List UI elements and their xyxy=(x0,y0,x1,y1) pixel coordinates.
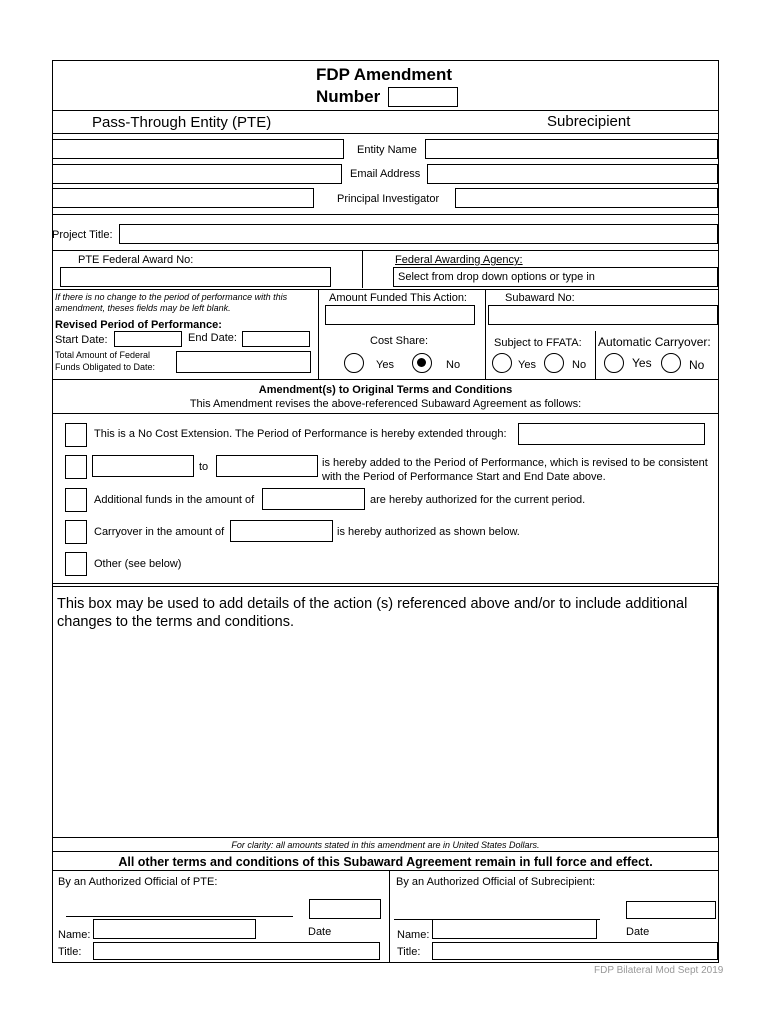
pte-name-field[interactable] xyxy=(93,919,256,939)
period-from-field[interactable] xyxy=(92,455,194,477)
pte-email-field[interactable] xyxy=(52,164,342,184)
start-date-field[interactable] xyxy=(114,331,182,347)
ffata-yes-radio[interactable] xyxy=(492,353,512,373)
to-label: to xyxy=(199,461,209,473)
divider xyxy=(389,870,390,963)
carryover-label: Automatic Carryover: xyxy=(598,335,711,349)
amount-funded-label: Amount Funded This Action: xyxy=(329,292,467,304)
divider xyxy=(52,289,719,290)
amendments-subheading: This Amendment revises the above-referenced Subaward Agreement as follows: xyxy=(189,398,582,410)
additional-funds-label: Additional funds in the amount of xyxy=(94,494,255,506)
project-title-label: Project Title: xyxy=(52,229,113,241)
nce-date-field[interactable] xyxy=(518,423,705,445)
period-to-field[interactable] xyxy=(216,455,318,477)
cost-share-label: Cost Share: xyxy=(370,335,429,347)
additional-funds-text: are hereby authorized for the current period. xyxy=(370,494,586,506)
other-checkbox[interactable] xyxy=(65,552,87,576)
divider xyxy=(52,214,719,215)
other-label: Other (see below) xyxy=(94,558,182,570)
divider xyxy=(52,379,719,380)
pte-date-label: Date xyxy=(308,926,332,938)
pte-award-field[interactable] xyxy=(60,267,331,287)
sub-date-label: Date xyxy=(626,926,650,938)
divider xyxy=(485,331,486,379)
divider xyxy=(52,110,719,111)
pte-label: Pass-Through Entity (PTE) xyxy=(92,114,272,131)
carryover-amount-field[interactable] xyxy=(230,520,333,542)
sub-email-field[interactable] xyxy=(427,164,718,184)
ffata-yes-label: Yes xyxy=(518,359,536,371)
agency-placeholder: Select from drop down options or type in xyxy=(398,271,595,283)
pte-pi-field[interactable] xyxy=(52,188,314,208)
cost-share-no-label: No xyxy=(446,359,461,371)
ffata-label: Subject to FFATA: xyxy=(494,337,582,349)
ffata-no-label: No xyxy=(572,359,587,371)
total-obligated-field[interactable] xyxy=(176,351,311,373)
signature-heading: All other terms and conditions of this Subaward Agreement remain in full force and effect. xyxy=(118,855,653,869)
revised-period-label: Revised Period of Performance: xyxy=(55,319,222,331)
nce-label: This is a No Cost Extension. The Period of Performance is hereby extended through: xyxy=(94,428,507,440)
sub-date-field[interactable] xyxy=(626,901,716,919)
subrecipient-label: Subrecipient xyxy=(547,113,631,130)
pte-entity-name-field[interactable] xyxy=(52,139,344,159)
number-label: Number xyxy=(316,87,381,106)
sub-pi-field[interactable] xyxy=(455,188,718,208)
period-added-text-2: with the Period of Performance Start and End Date above. xyxy=(322,471,606,483)
email-label: Email Address xyxy=(350,168,421,180)
carryover-text: is hereby authorized as shown below. xyxy=(337,526,520,538)
sub-title-field[interactable] xyxy=(432,942,718,960)
start-date-label: Start Date: xyxy=(55,334,108,346)
form-title: FDP Amendment xyxy=(316,65,453,84)
footer-code: FDP Bilateral Mod Sept 2019 xyxy=(594,965,724,976)
carryover-yes-label: Yes xyxy=(632,356,652,370)
amendments-heading: Amendment(s) to Original Terms and Conditions xyxy=(258,384,513,396)
sub-entity-name-field[interactable] xyxy=(425,139,718,159)
carryover-no-label: No xyxy=(689,358,705,372)
divider xyxy=(595,331,596,379)
agency-select[interactable] xyxy=(393,267,718,287)
additional-funds-field[interactable] xyxy=(262,488,365,510)
details-text: This box may be used to add details of the action (s) referenced above and/or to include additional changes to the terms and conditions. xyxy=(57,596,688,630)
sub-title-label: Title: xyxy=(397,946,421,958)
period-added-checkbox[interactable] xyxy=(65,455,87,479)
pte-award-label: PTE Federal Award No: xyxy=(78,254,194,266)
divider xyxy=(52,583,719,584)
project-title-field[interactable] xyxy=(119,224,718,244)
carryover-checkbox[interactable] xyxy=(65,520,87,544)
carryover-yes-radio[interactable] xyxy=(604,353,624,373)
divider xyxy=(52,851,719,852)
subaward-no-label: Subaward No: xyxy=(505,292,575,304)
sub-name-label: Name: xyxy=(397,929,430,941)
carryover-amount-label: Carryover in the amount of xyxy=(94,526,225,538)
amount-funded-field[interactable] xyxy=(325,305,475,325)
sub-official-label: By an Authorized Official of Subrecipient: xyxy=(396,876,596,888)
pi-label: Principal Investigator xyxy=(337,193,440,205)
details-textarea[interactable] xyxy=(52,586,718,838)
subaward-no-field[interactable] xyxy=(488,305,718,325)
ffata-no-radio[interactable] xyxy=(544,353,564,373)
entity-name-label: Entity Name xyxy=(357,144,417,156)
end-date-label: End Date: xyxy=(188,332,237,344)
divider xyxy=(485,289,486,331)
pte-date-field[interactable] xyxy=(309,899,381,919)
divider xyxy=(362,250,363,288)
additional-funds-checkbox[interactable] xyxy=(65,488,87,512)
end-date-field[interactable] xyxy=(242,331,310,347)
period-added-text-1: is hereby added to the Period of Performance, which is revised to be consistent xyxy=(322,457,708,469)
clarity-note: For clarity: all amounts stated in this amendment are in United States Dollars. xyxy=(231,840,540,850)
pte-title-field[interactable] xyxy=(93,942,380,960)
sub-name-field[interactable] xyxy=(432,919,597,939)
pte-title-label: Title: xyxy=(58,946,82,958)
divider xyxy=(318,289,319,379)
period-note: If there is no change to the period of performance with this amendment, theses fields may be left blank. xyxy=(55,292,288,313)
cost-share-yes-radio[interactable] xyxy=(344,353,364,373)
pte-signature-line xyxy=(66,916,293,917)
divider xyxy=(52,250,719,251)
divider xyxy=(52,133,719,134)
amendment-number-field[interactable] xyxy=(388,87,458,107)
total-label-1: Total Amount of Federal xyxy=(55,350,151,360)
carryover-no-radio[interactable] xyxy=(661,353,681,373)
pte-official-label: By an Authorized Official of PTE: xyxy=(58,876,218,888)
total-label-2: Funds Obligated to Date: xyxy=(55,362,156,372)
divider xyxy=(52,413,719,414)
agency-label: Federal Awarding Agency: xyxy=(395,254,523,266)
cost-share-yes-label: Yes xyxy=(376,359,394,371)
divider xyxy=(52,870,719,871)
pte-name-label: Name: xyxy=(58,929,91,941)
cost-share-no-radio[interactable] xyxy=(412,353,432,373)
nce-checkbox[interactable] xyxy=(65,423,87,447)
